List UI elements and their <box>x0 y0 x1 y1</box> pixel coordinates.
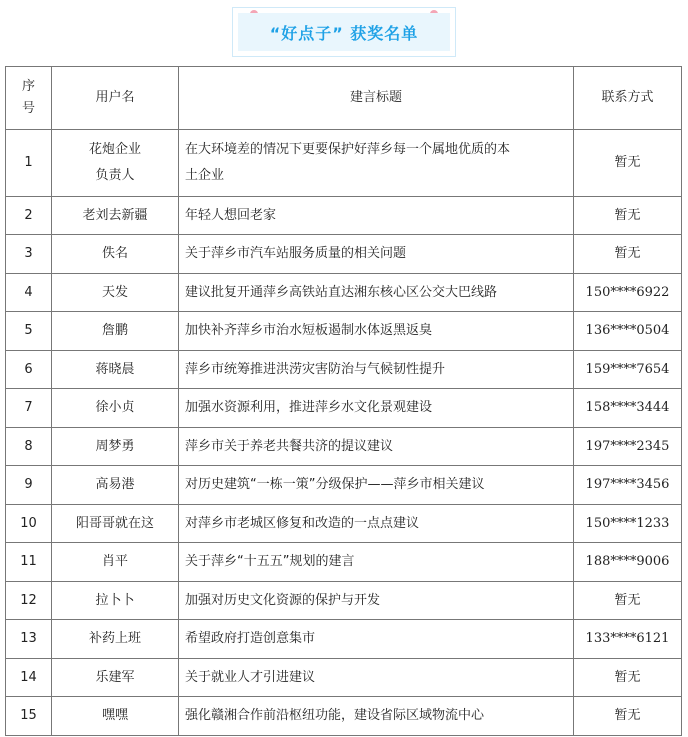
row-index: 13 <box>6 620 52 659</box>
page-title: “好点子” 获奖名单 <box>269 23 419 43</box>
row-index: 4 <box>6 273 52 312</box>
row-user: 补药上班 <box>52 620 179 659</box>
row-index: 11 <box>6 543 52 582</box>
banner-inner <box>238 13 450 51</box>
row-contact: 150****1233 <box>574 504 682 543</box>
table-row <box>6 312 682 351</box>
row-title: 关于就业人才引进建议 <box>179 658 574 697</box>
row-title: 对萍乡市老城区修复和改造的一点点建议 <box>179 504 574 543</box>
row-index: 15 <box>6 697 52 736</box>
row-contact: 197****3456 <box>574 466 682 505</box>
row-title <box>179 130 574 197</box>
header-user: 用户名 <box>52 67 179 130</box>
row-user: 蒋晓晨 <box>52 350 179 389</box>
row-title: 加强水资源利用，推进萍乡水文化景观建设 <box>179 389 574 428</box>
row-user: 肖平 <box>52 543 179 582</box>
table-row <box>6 697 682 736</box>
row-contact: 暂无 <box>574 581 682 620</box>
row-user: 周梦勇 <box>52 427 179 466</box>
row-index: 2 <box>6 196 52 235</box>
table-header-row <box>6 67 682 130</box>
row-contact: 136****0504 <box>574 312 682 351</box>
row-title: 对历史建筑“一栋一策”分级保护——萍乡市相关建议 <box>179 466 574 505</box>
header-contact: 联系方式 <box>574 67 682 130</box>
row-title: 关于萍乡市汽车站服务质量的相关问题 <box>179 235 574 274</box>
row-user: 佚名 <box>52 235 179 274</box>
row-index: 3 <box>6 235 52 274</box>
table-row <box>6 581 682 620</box>
row-title: 萍乡市统筹推进洪涝灾害防治与气候韧性提升 <box>179 350 574 389</box>
row-contact: 暂无 <box>574 130 682 197</box>
row-index: 1 <box>6 130 52 197</box>
table-row <box>6 273 682 312</box>
table-row <box>6 389 682 428</box>
awards-table <box>5 66 682 736</box>
row-contact: 188****9006 <box>574 543 682 582</box>
row-index: 12 <box>6 581 52 620</box>
row-user: 嘿嘿 <box>52 697 179 736</box>
header-title: 建言标题 <box>179 67 574 130</box>
row-user: 阳哥哥就在这 <box>52 504 179 543</box>
row-title: 关于萍乡“十五五”规划的建言 <box>179 543 574 582</box>
row-index: 8 <box>6 427 52 466</box>
row-title: 萍乡市关于养老共餐共济的提议建议 <box>179 427 574 466</box>
table-row <box>6 466 682 505</box>
row-contact: 暂无 <box>574 697 682 736</box>
row-index: 7 <box>6 389 52 428</box>
row-user: 詹鹏 <box>52 312 179 351</box>
header-index-line2: 号 <box>21 101 35 116</box>
row-title-line1: 在大环境差的情况下更要保护好萍乡每一个属地优质的本 <box>185 141 511 157</box>
table-row <box>6 196 682 235</box>
row-contact: 159****7654 <box>574 350 682 389</box>
row-contact: 暂无 <box>574 196 682 235</box>
row-title: 希望政府打造创意集市 <box>179 620 574 659</box>
row-user: 徐小贞 <box>52 389 179 428</box>
row-contact: 197****2345 <box>574 427 682 466</box>
row-index: 14 <box>6 658 52 697</box>
row-user: 拉卜卜 <box>52 581 179 620</box>
row-user-line1: 花炮企业 <box>88 141 141 157</box>
table-row <box>6 427 682 466</box>
row-contact: 暂无 <box>574 658 682 697</box>
row-user: 老刘去新疆 <box>52 196 179 235</box>
row-contact: 暂无 <box>574 235 682 274</box>
row-user-line2: 负责人 <box>95 167 135 183</box>
row-index: 10 <box>6 504 52 543</box>
row-title: 年轻人想回老家 <box>179 196 574 235</box>
row-title: 强化赣湘合作前沿枢纽功能，建设省际区域物流中心 <box>179 697 574 736</box>
row-index: 6 <box>6 350 52 389</box>
table-row <box>6 350 682 389</box>
row-title-line2: 土企业 <box>185 167 225 183</box>
row-user: 天发 <box>52 273 179 312</box>
row-title: 加快补齐萍乡市治水短板遏制水体返黑返臭 <box>179 312 574 351</box>
table-row <box>6 658 682 697</box>
row-index: 9 <box>6 466 52 505</box>
table-row <box>6 235 682 274</box>
table-row <box>6 620 682 659</box>
table-row <box>6 504 682 543</box>
row-title: 加强对历史文化资源的保护与开发 <box>179 581 574 620</box>
row-user <box>52 130 179 197</box>
row-contact: 150****6922 <box>574 273 682 312</box>
row-contact: 133****6121 <box>574 620 682 659</box>
row-index: 5 <box>6 312 52 351</box>
row-title: 建议批复开通萍乡高铁站直达湘东核心区公交大巴线路 <box>179 273 574 312</box>
header-index <box>6 67 52 130</box>
table-row <box>6 543 682 582</box>
row-user: 乐建军 <box>52 658 179 697</box>
table-row <box>6 130 682 197</box>
header-index-line1: 序 <box>21 79 35 94</box>
row-contact: 158****3444 <box>574 389 682 428</box>
row-user: 高易港 <box>52 466 179 505</box>
title-banner <box>232 7 456 57</box>
